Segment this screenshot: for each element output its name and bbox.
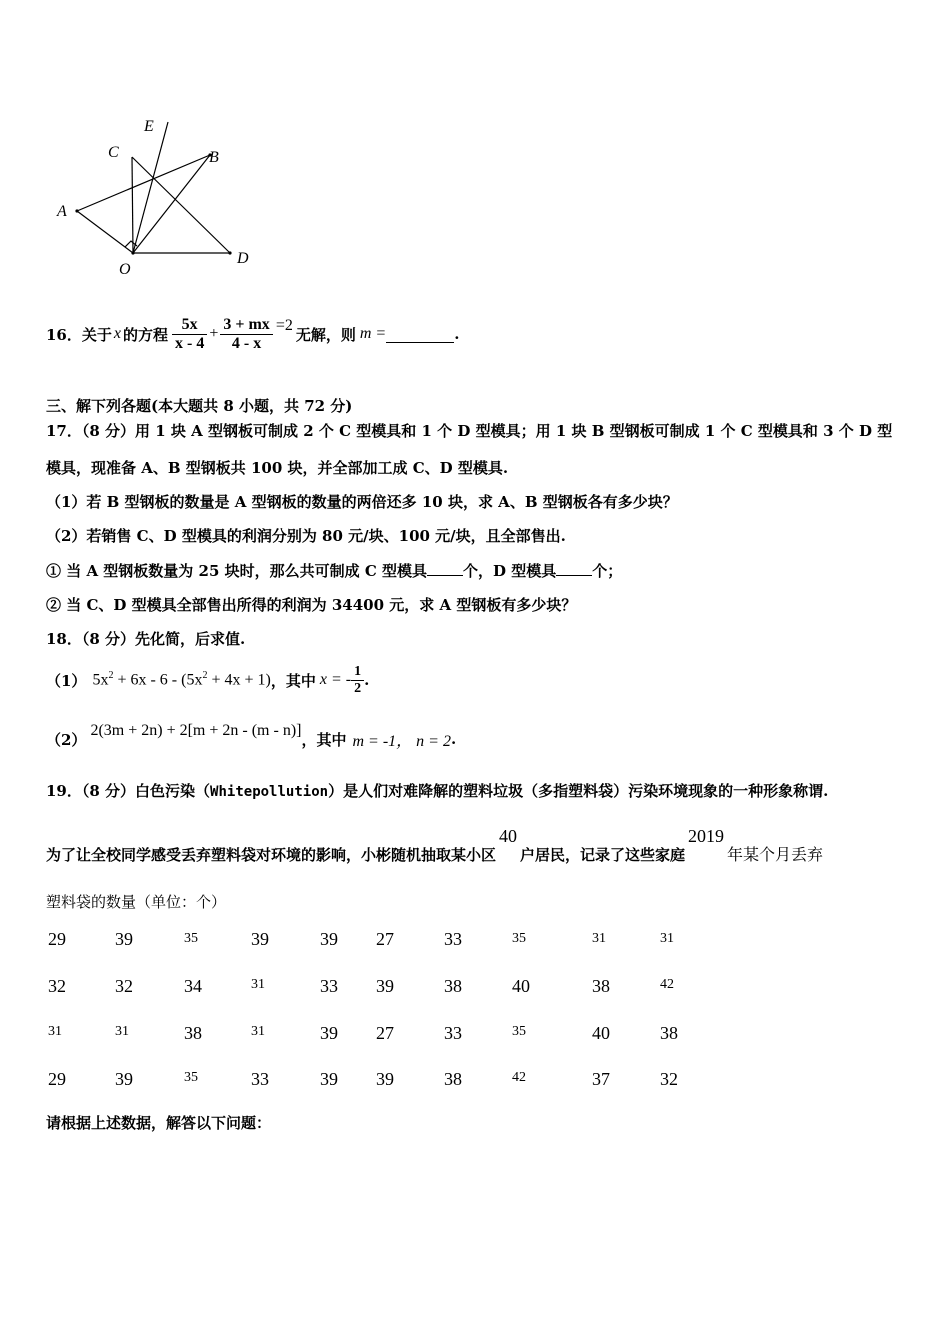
q19-footer: 请根据上述数据，解答以下问题： [46, 1114, 272, 1132]
data-cell: 42 [660, 977, 674, 992]
q16-frac1-den: x - 4 [172, 334, 207, 353]
q18-part-2 [46, 722, 456, 756]
q18-half-fraction [351, 664, 364, 697]
point-a [75, 209, 78, 212]
q18-p2-values: m = -1， n = 2 [352, 732, 451, 750]
data-cell: 33 [251, 1069, 269, 1089]
q16-suffix: 无解，则 [295, 325, 356, 344]
data-cell: 33 [444, 1023, 462, 1043]
q16-prefix: 16．关于 [46, 325, 112, 344]
data-cell: 27 [376, 929, 394, 949]
data-cell: 32 [660, 1069, 678, 1089]
q19-whitepollution: Whitepollution [210, 784, 329, 800]
q18-p1-expr-b: + 6x - 6 - [113, 671, 182, 689]
q16-fraction-1 [172, 316, 207, 353]
label-d: D [237, 250, 249, 267]
data-cell: 27 [376, 1023, 394, 1043]
q17-blank-d[interactable] [556, 561, 592, 576]
q16-fraction-2 [220, 316, 272, 353]
data-cell: 29 [48, 929, 66, 949]
q18-title: 18．（8 分）先化简，后求值. [46, 630, 246, 648]
point-d [228, 251, 231, 254]
data-cell: 35 [512, 931, 526, 946]
data-cell: 34 [184, 976, 202, 996]
q19-line1-c: ）是人们对难降解的塑料垃圾（多指塑料袋）污染环境现象的一种形象称谓. [328, 782, 829, 800]
data-cell: 38 [444, 1069, 462, 1089]
point-o [131, 251, 134, 254]
data-cell: 31 [48, 1024, 62, 1039]
q18-p1-expr-c: (5x [181, 671, 203, 689]
data-cell: 42 [512, 1070, 526, 1085]
q16-answer-blank[interactable] [386, 326, 454, 343]
q16-frac1-num: 5x [181, 315, 198, 333]
q18-p2-where: ，其中 [301, 730, 347, 749]
q19-line2-c: 年某个月丢弃 [727, 847, 824, 864]
q18-p1-expr-d: + 4x + 1) [207, 671, 271, 689]
q16-frac2-num: 3 + mx [223, 315, 270, 333]
q16-plus: + [209, 325, 219, 342]
data-cell: 33 [444, 929, 462, 949]
q18-p2-label: （2） [46, 730, 87, 749]
q17-line-2: 模具，现准备 A、B 型钢板共 100 块，并全部加工成 C、D 型模具. [46, 459, 509, 477]
q18-p1-expr-a: 5x [92, 671, 109, 689]
q19-line1-a: 19．（8 分）白色污染（ [46, 782, 211, 800]
q17-part-1: （1）若 B 型钢板的数量是 A 型钢板的数量的两倍还多 10 块，求 A、B 型钢板各有多少块？ [46, 493, 678, 511]
q18-p2-expression: 2(3m + 2n) + 2[m + 2n - (m - n)] [90, 722, 302, 739]
q18-p1-expression [92, 670, 270, 689]
data-cell: 39 [376, 976, 394, 996]
q18-p1-sup-2: 2 [202, 670, 208, 682]
q17-blank-c[interactable] [427, 561, 463, 576]
q18-p1-sup-1: 2 [108, 670, 114, 682]
q19-line-2 [46, 826, 824, 864]
q16-rhs: =2 [275, 317, 293, 334]
q17-s1-b: 个，D 型模具 [463, 562, 557, 580]
q17-s1-a: ① 当 A 型钢板数量为 25 块时，那么共可制成 C 型模具 [46, 562, 428, 580]
segment-cd [132, 157, 230, 253]
q17-s1-c: 个； [592, 562, 623, 580]
q19-year: 2019 [688, 826, 725, 846]
data-cell: 31 [251, 1024, 265, 1039]
data-cell: 38 [592, 976, 610, 996]
label-b: B [209, 149, 219, 166]
q18-p1-x: x = - [319, 671, 352, 688]
data-cell: 39 [251, 929, 269, 949]
data-cell: 31 [115, 1024, 129, 1039]
data-cell: 40 [592, 1023, 610, 1043]
data-cell: 29 [48, 1069, 66, 1089]
data-cell: 39 [320, 929, 338, 949]
data-cell: 31 [592, 931, 606, 946]
data-cell: 35 [512, 1024, 526, 1039]
data-cell: 40 [512, 976, 530, 996]
q16-mid: 的方程 [122, 325, 168, 344]
q18-half-den: 2 [351, 680, 364, 697]
data-cell: 39 [320, 1069, 338, 1089]
data-cell: 38 [444, 976, 462, 996]
data-cell: 31 [660, 931, 674, 946]
data-cell: 38 [660, 1023, 678, 1043]
segment-co [132, 157, 133, 253]
data-cell: 39 [320, 1023, 338, 1043]
q17-part-2: （2）若销售 C、D 型模具的利润分别为 80 元/块、100 元/块，且全部售出. [46, 527, 566, 545]
data-cell: 32 [115, 976, 133, 996]
q17-subpart-2: ② 当 C、D 型模具全部售出所得的利润为 34400 元，求 A 型钢板有多少块？ [46, 596, 577, 614]
label-e: E [144, 118, 154, 135]
q18-half-num: 1 [354, 663, 362, 679]
data-cell: 35 [184, 1070, 198, 1085]
segment-ab [77, 155, 210, 211]
q19-line-3: 塑料袋的数量（单位：个） [46, 895, 227, 911]
q18-p1-where: ，其中 [270, 671, 316, 690]
q18-part-1 [46, 658, 369, 702]
data-cell: 39 [376, 1069, 394, 1089]
q17-subpart-1 [46, 560, 622, 581]
q19-num-40: 40 [499, 826, 518, 846]
q16-var: x [113, 325, 121, 342]
q18-p1-label: （1） [46, 671, 87, 690]
label-c: C [108, 144, 119, 161]
data-cell: 33 [320, 976, 338, 996]
question-16 [46, 312, 459, 356]
q19-line-1 [46, 780, 828, 801]
data-cell: 37 [592, 1069, 610, 1089]
label-a: A [57, 203, 67, 220]
q16-frac2-den: 4 - x [220, 334, 272, 353]
q16-end: . [454, 325, 460, 343]
data-cell: 39 [115, 929, 133, 949]
data-cell: 31 [251, 977, 265, 992]
q17-line-1: 17．（8 分）用 1 块 A 型钢板可制成 2 个 C 型模具和 1 个 D 型模具；用 1 块 B 型钢板可制成 1 个 C 型模具和 3 个 D 型 [46, 422, 893, 440]
data-cell: 35 [184, 931, 198, 946]
label-o: O [119, 261, 131, 278]
data-cell: 38 [184, 1023, 202, 1043]
q16-m-eq: m = [359, 325, 387, 342]
section-3-title: 三、解下列各题(本大题共 8 小题，共 72 分) [46, 397, 353, 415]
data-cell: 32 [48, 976, 66, 996]
segment-ao [77, 211, 133, 253]
q19-line2-b: 户居民，记录了这些家庭 [520, 846, 686, 864]
data-cell: 39 [115, 1069, 133, 1089]
q18-p1-end: . [364, 671, 370, 689]
q18-p2-end: . [450, 730, 457, 748]
q19-line2-a: 为了让全校同学感受丢弃塑料袋对环境的影响，小彬随机抽取某小区 [46, 846, 497, 864]
